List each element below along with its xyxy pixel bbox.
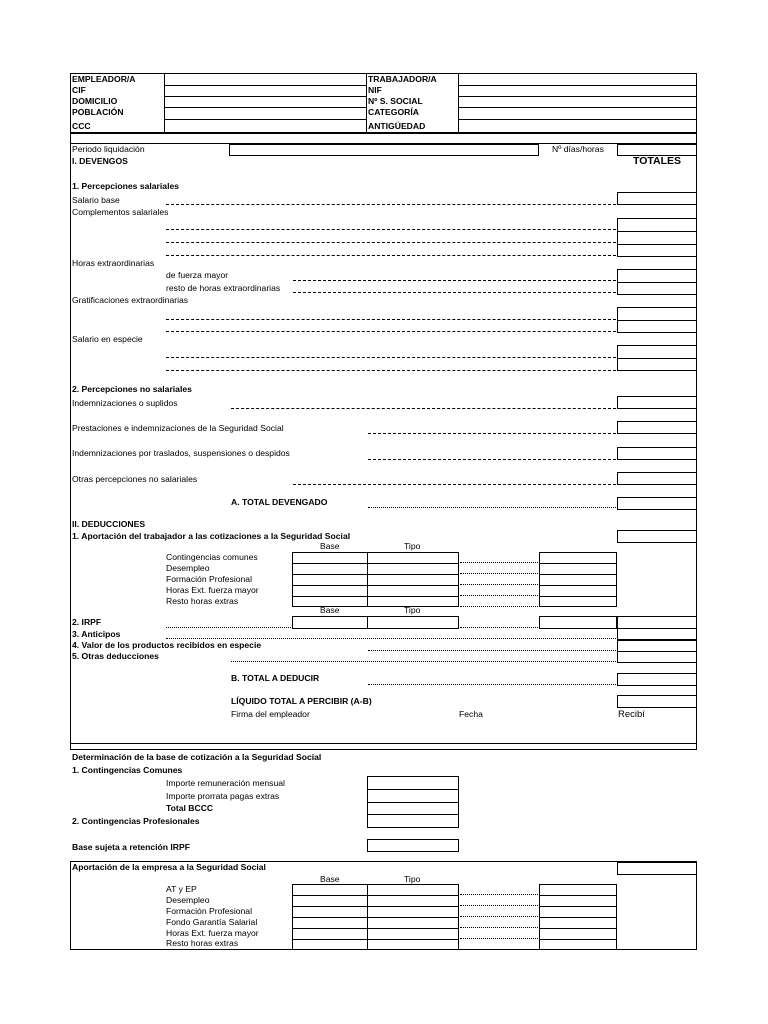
- especie-label: Salario en especie: [72, 334, 143, 344]
- poblacion-label: POBLACIÓN: [72, 107, 124, 117]
- horas-extra-label: Horas extraordinarias: [72, 258, 155, 268]
- empleador-label: EMPLEADOR/A: [72, 74, 136, 84]
- irpf-label: 2. IRPF: [72, 617, 102, 627]
- no-salariales-title: 2. Percepciones no salariales: [72, 384, 192, 394]
- devengos-title: I. DEVENGOS: [72, 156, 128, 166]
- cont-comunes-label: Contingencias comunes: [166, 552, 258, 562]
- tipo-header-irpf: Tipo: [404, 605, 421, 615]
- total-deducir-field[interactable]: [617, 673, 697, 686]
- otras-percepciones-total[interactable]: [617, 472, 697, 485]
- categoria-label: CATEGORÍA: [368, 107, 419, 117]
- bases-comunes-grid[interactable]: [367, 776, 459, 815]
- contingencias-importe[interactable]: [539, 552, 617, 607]
- tipo-header: Tipo: [404, 541, 421, 551]
- productos-label: 4. Valor de los productos recibidos en especie: [72, 640, 262, 650]
- empresa-item-atep: AT y EP: [166, 884, 197, 894]
- irpf-base[interactable]: [292, 616, 368, 629]
- empresa-item-desempleo: Desempleo: [166, 895, 210, 905]
- otras-deducciones-label: 5. Otras deducciones: [72, 651, 159, 661]
- empresa-item-fogasa: Fondo Garantía Salarial: [166, 917, 258, 927]
- empresa-title: Aportación de la empresa a la Seguridad Social: [72, 862, 266, 872]
- aportacion-trabajador-total[interactable]: [617, 530, 697, 543]
- cont-formacion-label: Formación Profesional: [166, 574, 252, 584]
- empresa-item-resto: Resto horas extras: [166, 938, 239, 948]
- base-irpf-field[interactable]: [367, 839, 459, 852]
- periodo-field[interactable]: [229, 144, 539, 156]
- bases-title: Determinación de la base de cotización a la Seguridad Social: [72, 752, 322, 762]
- dias-label: Nº días/horas: [552, 144, 604, 154]
- total-bccc-label: Total BCCC: [166, 803, 214, 813]
- fecha-label: Fecha: [459, 709, 483, 719]
- complementos-total[interactable]: [617, 218, 697, 257]
- nss-label: Nº S. SOCIAL: [368, 96, 423, 106]
- prestaciones-label: Prestaciones e indemnizaciones de la Seguridad Social: [72, 423, 284, 433]
- anticipos-label: 3. Anticipos: [72, 629, 121, 639]
- cont-resto-label: Resto horas extras: [166, 596, 239, 606]
- total-deducir-label: B. TOTAL A DEDUCIR: [231, 673, 320, 683]
- anticipos-total[interactable]: [617, 628, 697, 640]
- recibi-label: Recibí: [618, 709, 645, 720]
- aportacion-trabajador-label: 1. Aportación del trabajador a las cotizaciones a la Seguridad Social: [72, 531, 351, 541]
- salario-base-label: Salario base: [72, 195, 120, 205]
- total-devengado-label: A. TOTAL DEVENGADO: [231, 497, 328, 507]
- empresa-tipo-header: Tipo: [404, 874, 421, 884]
- antiguedad-label: ANTIGÜEDAD: [368, 121, 426, 131]
- traslados-total[interactable]: [617, 447, 697, 460]
- cont-horas-fm-label: Horas Ext. fuerza mayor: [166, 585, 259, 595]
- trabajador-label: TRABAJADOR/A: [368, 74, 437, 84]
- salario-base-total[interactable]: [617, 192, 697, 205]
- domicilio-label: DOMICILIO: [72, 96, 118, 106]
- irpf-importe[interactable]: [539, 616, 617, 629]
- totales-label: TOTALES: [633, 155, 682, 167]
- periodo-label: Periodo liquidación: [72, 144, 145, 154]
- indemnizaciones-label: Indemnizaciones o suplidos: [72, 398, 178, 408]
- firma-label: Firma del empleador: [231, 709, 310, 719]
- empresa-item-horas-fm: Horas Ext. fuerza mayor: [166, 928, 259, 938]
- remuneracion-label: Importe remuneración mensual: [166, 778, 285, 788]
- nif-label: NIF: [368, 85, 382, 95]
- complementos-label: Complementos salariales: [72, 207, 169, 217]
- contingencias-grid[interactable]: [292, 552, 459, 607]
- base-header: Base: [320, 541, 340, 551]
- deducciones-title: II. DEDUCCIONES: [72, 519, 146, 529]
- ccc-label: CCC: [72, 121, 91, 131]
- otras-deducciones-total[interactable]: [617, 651, 697, 663]
- liquido-label: LÍQUIDO TOTAL A PERCIBIR (A-B): [231, 696, 372, 706]
- traslados-label: Indemnizaciones por traslados, suspensiones o despidos: [72, 448, 290, 458]
- gratificaciones-label: Gratificaciones extraordinarias: [72, 295, 189, 305]
- profesionales-field[interactable]: [367, 814, 459, 828]
- otras-percepciones-label: Otras percepciones no salariales: [72, 474, 198, 484]
- empresa-item-formacion: Formación Profesional: [166, 906, 252, 916]
- base-irpf-label: Base sujeta a retención IRPF: [72, 842, 190, 852]
- indemnizaciones-total[interactable]: [617, 396, 697, 409]
- resto-horas-label: resto de horas extraordinarias: [166, 283, 281, 293]
- salariales-title: 1. Percepciones salariales: [72, 181, 180, 191]
- comunes-label: 1. Contingencias Comunes: [72, 765, 183, 775]
- prorrata-label: Importe prorrata pagas extras: [166, 791, 280, 801]
- total-devengado-field[interactable]: [617, 497, 697, 510]
- body-frame: [70, 133, 697, 750]
- profesionales-label: 2. Contingencias Profesionales: [72, 816, 200, 826]
- base-header-irpf: Base: [320, 605, 340, 615]
- cif-label: CIF: [72, 85, 86, 95]
- cont-desempleo-label: Desempleo: [166, 563, 210, 573]
- liquido-field[interactable]: [617, 695, 697, 708]
- irpf-tipo[interactable]: [367, 616, 459, 629]
- prestaciones-total[interactable]: [617, 421, 697, 434]
- empresa-base-header: Base: [320, 874, 340, 884]
- empresa-total[interactable]: [617, 862, 697, 875]
- fuerza-mayor-label: de fuerza mayor: [166, 270, 229, 280]
